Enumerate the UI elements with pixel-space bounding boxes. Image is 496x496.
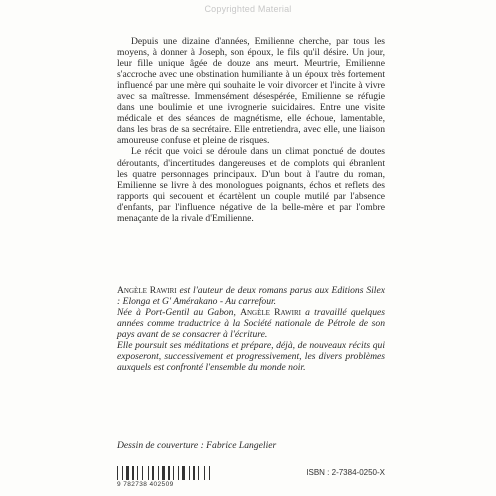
barcode-bar bbox=[142, 466, 143, 480]
author-bio bbox=[117, 285, 385, 373]
barcode-bar bbox=[137, 466, 138, 480]
cover-credit: Dessin de couverture : Fabrice Langelier bbox=[117, 440, 277, 451]
barcode-bar bbox=[180, 466, 181, 480]
bio-paragraph bbox=[117, 307, 385, 340]
barcode-bar bbox=[117, 466, 118, 480]
synopsis-paragraph: Depuis une dizaine d'années, Emilienne cherche, par tous les moyens, à donner à Joseph, son époux, le fils qu'il désire. Un jour, leur fille unique âgée de douze ans meurt. Meurtrie, Emilienne s'accroche avec une obstination humiliante à un époux très fortement influencé par une mère qui souhaite le voir divorcer et l'incite à vivre avec sa maîtresse. Immensément désespérée, Emilienne se réfugie dans une boulimie et une ivrognerie suicidaires. Entre une visite médicale et des séances de magnétisme, elle échoue, lamentable, dans les bras de sa secrétaire. Elle entretiendra, avec elle, une liaison amoureuse confuse et pleine de risques. bbox=[117, 36, 385, 147]
barcode-bar bbox=[209, 466, 210, 480]
barcode-bar bbox=[191, 466, 192, 480]
isbn: ISBN : 2-7384-0250-X bbox=[306, 468, 385, 477]
barcode-bar bbox=[139, 466, 141, 480]
barcode-bar bbox=[200, 466, 203, 480]
barcode-bar bbox=[173, 466, 174, 480]
barcode-bar bbox=[150, 466, 151, 480]
barcode-bar bbox=[204, 466, 205, 480]
barcode-bar bbox=[193, 466, 195, 480]
author-name: Angèle Rawiri bbox=[240, 307, 301, 319]
bio-paragraph: Elle poursuit ses méditations et prépare, déjà, de nouveaux récits qui exposeront, successivement et progressivement, les divers problèmes auxquels est confronté l'ensemble du monde noir. bbox=[117, 340, 385, 374]
barcode-bar bbox=[152, 466, 154, 480]
copyright-watermark: Copyrighted Material bbox=[204, 4, 292, 14]
barcode-bar bbox=[155, 466, 157, 480]
barcode-bar bbox=[122, 466, 123, 480]
barcode-bar bbox=[206, 466, 208, 480]
barcode-bar bbox=[160, 466, 161, 480]
barcode-number: 9 782738 402509 bbox=[117, 481, 174, 488]
barcode-bar bbox=[124, 466, 125, 480]
barcode-bar bbox=[198, 466, 199, 480]
barcode-bar bbox=[196, 466, 197, 480]
bio-text: est l'auteur de deux romans parus aux Editions Silex : Elonga et G' Amérakano - Au carrefour. bbox=[117, 285, 385, 308]
author-name: Angèle Rawiri bbox=[117, 285, 177, 296]
barcode-bar bbox=[178, 466, 179, 480]
bio-text: Née à Port-Gentil au Gabon, bbox=[117, 307, 241, 319]
synopsis bbox=[117, 36, 385, 224]
barcode-bar bbox=[126, 466, 129, 480]
barcode-bar bbox=[186, 466, 188, 480]
barcode-bar bbox=[144, 466, 147, 480]
barcode-bar bbox=[182, 466, 185, 480]
barcode-bar bbox=[162, 466, 165, 480]
barcode-bar bbox=[148, 466, 149, 480]
barcode bbox=[117, 466, 217, 480]
bio-text: a travaillé quelques années comme traductrice à la Société nationale de Pétrole de son pays avant de se consacrer à l'écriture. bbox=[117, 307, 385, 341]
barcode-bar bbox=[166, 466, 167, 480]
barcode-bar bbox=[211, 466, 213, 480]
barcode-bar bbox=[132, 466, 134, 480]
barcode-area bbox=[117, 466, 385, 488]
barcode-bar bbox=[189, 466, 190, 480]
barcode-bar bbox=[168, 466, 170, 480]
synopsis-paragraph: Le récit que voici se déroule dans un climat ponctué de doutes déroutants, d'incertitudes dangereuses et de complots qui ébranlent les quatre personnages principaux. D'un bout à l'autre du roman, Emilienne se livre à des monologues poignants, échos et reflets des rapports qui secouent et écartèlent un couple mutilé par l'absence d'enfants, par l'influence négative de la belle-mère et par l'ombre menaçante de la rivale d'Emilienne. bbox=[117, 146, 385, 224]
barcode-bar bbox=[171, 466, 172, 480]
bio-paragraph bbox=[117, 285, 385, 307]
barcode-bar bbox=[175, 466, 177, 480]
barcode-bar bbox=[119, 466, 121, 480]
barcode-bar bbox=[130, 466, 131, 480]
barcode-bar bbox=[135, 466, 136, 480]
barcode-bar bbox=[158, 466, 159, 480]
